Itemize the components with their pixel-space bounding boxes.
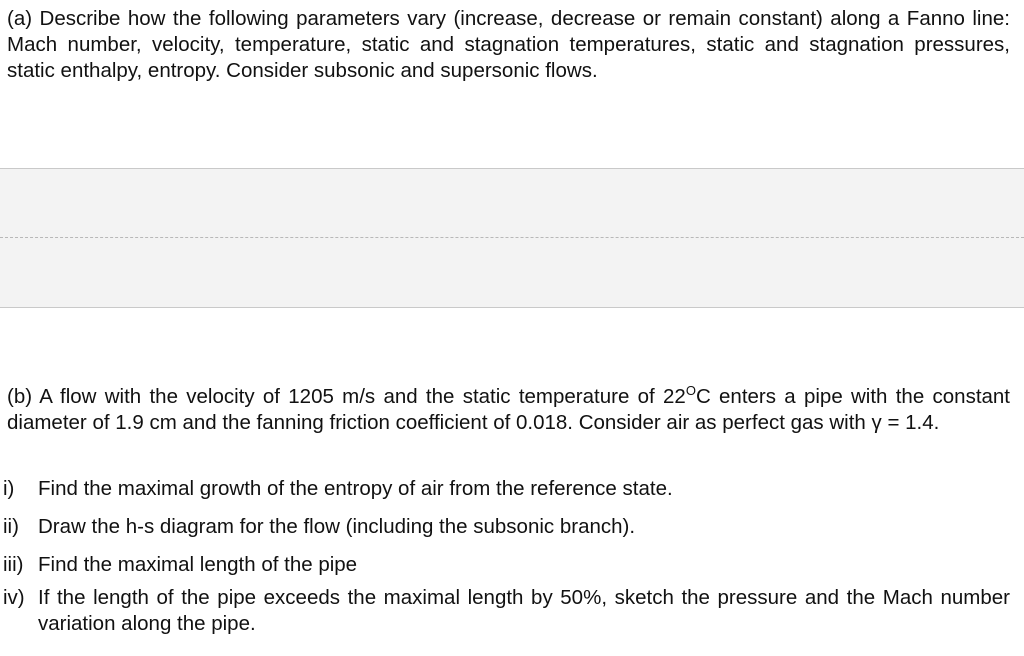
answer-area-divider [0, 237, 1024, 238]
answer-area[interactable] [0, 168, 1024, 308]
question-part-b [7, 384, 1010, 436]
question-part-a: (a) Describe how the following parameters vary (increase, decrease or remain constant) along a Fanno line: Mach number, velocity, temperature, static and stagnation temperatures, static and stagnation pressures, static enthalpy, entropy. Consider subsonic and supersonic flows. [7, 7, 1010, 82]
list-item-text: Find the maximal length of the pipe [38, 553, 358, 576]
list-item-text: Draw the h-s diagram for the flow (including the subsonic branch). [38, 515, 636, 538]
list-item-number: iii) [3, 553, 24, 576]
part-b-text-end: C enters a pipe with the constant diameter of 1.9 cm and the fanning friction coefficient of 0.018. Consider air as perfect gas with γ = 1.4. [7, 385, 1011, 434]
list-item [3, 552, 1010, 578]
part-b-text-start: (b) A flow with the velocity of 1205 m/s and the static temperature of 22 [7, 385, 686, 408]
list-item-number: i) [3, 477, 15, 500]
degree-superscript: O [685, 383, 696, 399]
list-item-text: If the length of the pipe exceeds the maximal length by 50%, sketch the pressure and the Mach number variation along the pipe. [38, 586, 1010, 635]
list-item [3, 476, 1010, 502]
list-item [3, 514, 1010, 540]
list-item [3, 585, 1010, 637]
list-item-number: ii) [3, 515, 19, 538]
list-item-number: iv) [3, 586, 25, 609]
list-item-text: Find the maximal growth of the entropy of air from the reference state. [38, 477, 673, 500]
